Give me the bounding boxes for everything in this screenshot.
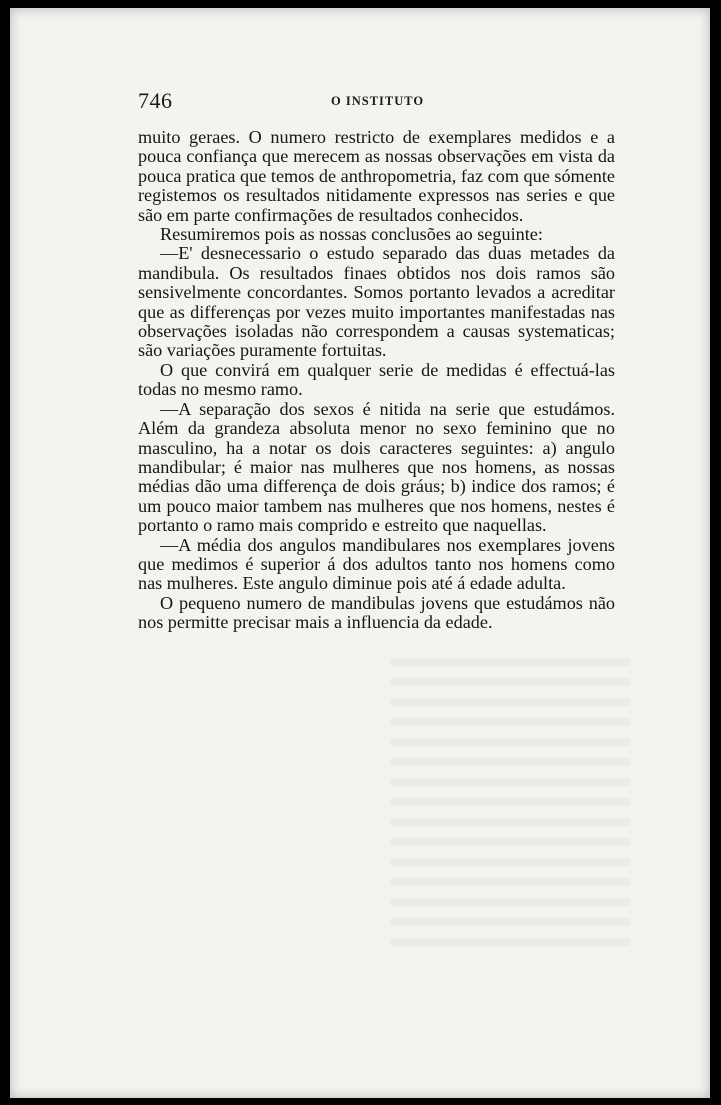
book-page — [10, 8, 710, 1098]
page-header — [138, 88, 618, 116]
paragraph-same-branch: O que convirá em qualquer serie de medidas é effectuá-las todas no mesmo ramo. — [138, 359, 615, 400]
show-through-texture — [390, 658, 630, 958]
running-title: O INSTITUTO — [331, 94, 425, 108]
paragraph-young-angles: —A média dos angulos mandibulares nos exemplares jovens que medimos é superior á dos adultos tanto nos homens como nas mulheres. Este angulo diminue pois até á edade adulta. — [138, 534, 615, 594]
paragraph-sex-separation: —A separação dos sexos é nitida na serie que estudámos. Além da grandeza absoluta menor no sexo feminino que no masculino, ha a notar os dois caracteres seguintes: a) angulo mandibular; é maior nas mulheres que nos homens, as nossas médias dão uma differença de dois gráus; b) indice dos ramos; é um pouco maior tambem nas mulheres que nos homens, nestes é portanto o ramo mais comprido e estreito que naquellas. — [138, 398, 615, 536]
page-number: 746 — [138, 88, 173, 113]
body-text — [138, 128, 615, 633]
paragraph-conclusions-intro: Resumiremos pois as nossas conclusões ao seguinte: — [160, 224, 543, 245]
paragraph-age-influence: O pequeno numero de mandibulas jovens que estudámos não nos permitte precisar mais a influencia da edade. — [138, 592, 615, 633]
paragraph-mandible-halves: —E' desnecessario o estudo separado das duas metades da mandibula. Os resultados finaes obtidos nos dois ramos são sensivelmente concordantes. Somos portanto levados a acreditar que as differenças por vezes muito importantes manifestadas nas observações isoladas não correspondem a causas systematicas; são variações puramente fortuitas. — [138, 243, 615, 361]
paragraph-continued: muito geraes. O numero restricto de exemplares medidos e a pouca confiança que merecem as nossas observações em vista da pouca pratica que temos de anthropometria, faz com que sómente registemos os resultados nitidamente expressos nas series e que são em parte confirmações de resultados conhecidos. — [138, 127, 615, 225]
